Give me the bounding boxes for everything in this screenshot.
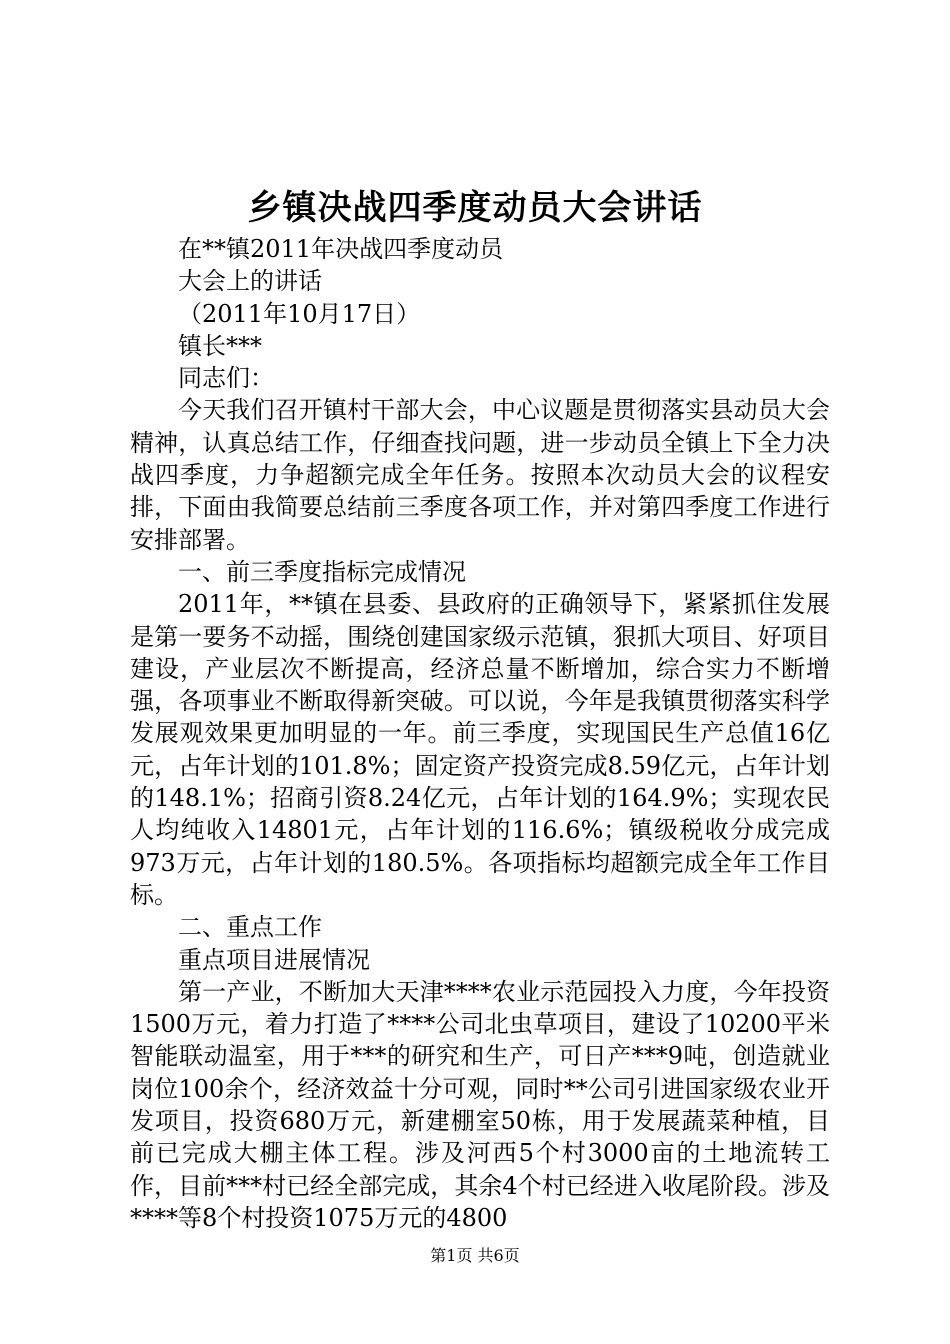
paragraph: 今天我们召开镇村干部大会，中心议题是贯彻落实县动员大会精神，认真总结工作，仔细查找问题，进一步动员全镇上下全力决战四季度，力争超额完成全年任务。按照本次动员大会的议程安排，下面由我简要总结前三季度各项工作，并对第四季度工作进行安排部署。 xyxy=(130,396,830,554)
date-line: （2011年10月17日） xyxy=(178,299,421,328)
section-heading: 二、重点工作 xyxy=(178,913,322,942)
page-footer: 第1页 共6页 xyxy=(430,1246,520,1265)
section-heading: 一、前三季度指标完成情况 xyxy=(178,557,466,586)
paragraph: 第一产业，不断加大天津****农业示范园投入力度，今年投资1500万元，着力打造了****公司北虫草项目，建设了10200平米智能联动温室，用于***的研究和生产，可日产***9吨，创造就业岗位100余个，经济效益十分可观，同时**公司引进国家级农业开发项目，投资680万元，新建棚室50栋，用于发展蔬菜种植，目前已完成大棚主体工程。涉及河西5个村3000亩的土地流转工作，目前***村已经全部完成，其余4个村已经进入收尾阶段。涉及****等8个村投资1075万元的4800 xyxy=(130,977,830,1232)
header-line: 大会上的讲话 xyxy=(178,267,322,296)
document-title: 乡镇决战四季度动员大会讲话 xyxy=(247,188,703,228)
header-line: 在**镇2011年决战四季度动员 xyxy=(178,235,504,263)
subsection-heading: 重点项目进展情况 xyxy=(178,945,370,974)
salutation: 同志们： xyxy=(178,364,274,393)
paragraph: 2011年，**镇在县委、县政府的正确领导下，紧紧抓住发展是第一要务不动摇，围绕创建国家级示范镇，狠抓大项目、好项目建设，产业层次不断提高，经济总量不断增加，综合实力不断增强，各项事业不断取得新突破。可以说，今年是我镇贯彻落实科学发展观效果更加明显的一年。前三季度，实现国民生产总值16亿元，占年计划的101.8%；固定资产投资完成8.59亿元，占年计划的148.1%；招商引资8.24亿元，占年计划的164.9%；实现农民人均纯收入14801元，占年计划的116.6%；镇级税收分成完成973万元，占年计划的180.5%。各项指标均超额完成全年工作目标。 xyxy=(130,590,830,909)
speaker-line: 镇长*** xyxy=(178,331,262,360)
document-body xyxy=(130,233,830,1234)
